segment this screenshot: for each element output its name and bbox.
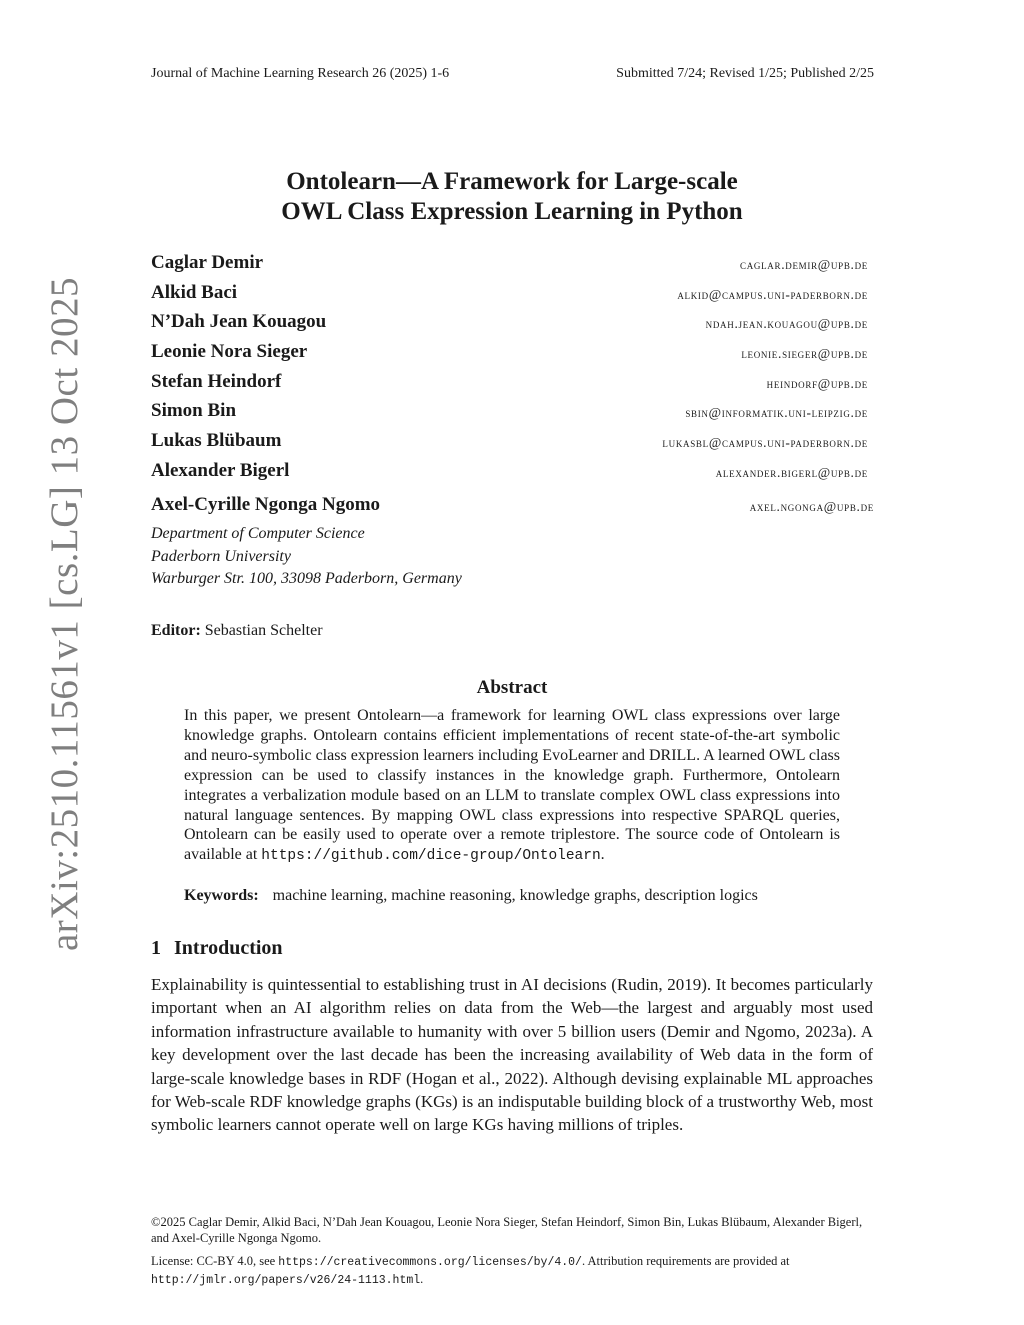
editor-line [151, 622, 323, 640]
license-link[interactable]: https://creativecommons.org/licenses/by/4.0/ [278, 1256, 582, 1269]
keywords-label: Keywords: [184, 887, 259, 904]
author-email: alkid@campus.uni-paderborn.de [677, 286, 868, 302]
section-heading [151, 937, 283, 960]
author-row [151, 400, 874, 430]
author-email: heindorf@upb.de [766, 375, 868, 391]
affiliation-block [151, 523, 874, 591]
editor-label: Editor: [151, 622, 201, 639]
author-row [151, 252, 874, 282]
affiliation-address: Warburger Str. 100, 33098 Paderborn, Germany [151, 570, 462, 588]
author-name: Alexander Bigerl [151, 459, 290, 481]
license-middle: . Attribution requirements are provided at [581, 1254, 790, 1268]
author-name: N’Dah Jean Kouagou [151, 311, 327, 333]
section-number: 1 [151, 937, 161, 959]
keywords-line [184, 887, 758, 905]
abstract-text [184, 706, 840, 867]
author-name: Stefan Heindorf [151, 370, 282, 392]
author-email: lukasbl@campus.uni-paderborn.de [662, 435, 868, 451]
editor-name: Sebastian Schelter [204, 622, 323, 639]
paper-link[interactable]: http://jmlr.org/papers/v26/24-1113.html [151, 1274, 421, 1287]
author-list [151, 252, 874, 591]
paper-link-suffix: . [420, 1272, 424, 1286]
author-row [151, 371, 874, 401]
author-name: Alkid Baci [151, 281, 238, 303]
running-head-left: Journal of Machine Learning Research 26 (2025) 1-6 [151, 66, 450, 81]
author-name: Simon Bin [151, 400, 237, 422]
author-row [151, 430, 874, 460]
author-name: Lukas Blübaum [151, 430, 282, 452]
introduction-paragraph: Explainability is quintessential to establishing trust in AI decisions (Rudin, 2019). It becomes particularly important when an AI algorithm relies on data from the Web—the largest and arguably most used information infrastructure available to humanity with over 5 billion users (Demir and Ngomo, 2023a). A key development over the last decade has been the increasing availability of Web data in the form of large-scale knowledge bases in RDF (Hogan et al., 2022). Although devising explainable ML approaches for Web-scale RDF knowledge graphs (KGs) is an indisputable building block of a trustworthy Web, most symbolic learners cannot operate well on large KGs having millions of triples. [151, 975, 873, 1135]
affiliation-university: Paderborn University [151, 547, 291, 565]
author-row-last [151, 494, 874, 524]
abstract-body-text: In this paper, we present Ontolearn—a framework for learning OWL class expressions over large knowledge graphs. Ontolearn contains efficient implementations of recent state-of-the-art symbolic and neuro-symbolic class expression learners including EvoLearner and DRILL. A learned OWL class expression can be used to classify instances in the knowledge graph. Furthermore, Ontolearn integrates a verbalization module based on an LLM to translate complex OWL class expressions into natural language sentences. By mapping OWL class expressions into respective SPARQL queries, Ontolearn can be easily used to operate over a remote triplestore. The source code of Ontolearn is available at [184, 707, 840, 864]
copyright-notice: ©2025 Caglar Demir, Alkid Baci, N’Dah Jean Kouagou, Leonie Nora Sieger, Stefan Heindorf, Simon Bin, Lukas Blübaum, Alexander Bigerl, and Axel-Cyrille Ngonga Ngomo. [151, 1215, 863, 1245]
author-email: ndah.jean.kouagou@upb.de [705, 316, 868, 332]
author-row [151, 282, 874, 312]
author-email: axel.ngonga@upb.de [749, 498, 874, 514]
arxiv-identifier: arXiv:2510.11561v1 [cs.LG] 13 Oct 2025 [43, 277, 86, 951]
abstract-heading: Abstract [476, 677, 548, 698]
author-email: alexander.bigerl@upb.de [715, 464, 868, 480]
paper-title-line-1: Ontolearn—A Framework for Large-scale [286, 168, 738, 195]
author-email: leonie.sieger@upb.de [741, 346, 868, 362]
paper-title-line-2: OWL Class Expression Learning in Python [281, 198, 743, 225]
author-name: Axel-Cyrille Ngonga Ngomo [151, 493, 381, 515]
abstract-url-suffix: . [600, 846, 605, 864]
license-prefix: License: CC-BY 4.0, see [151, 1254, 276, 1268]
author-row [151, 460, 874, 490]
source-code-link[interactable]: https://github.com/dice-group/Ontolearn [261, 848, 601, 865]
keywords-text: machine learning, machine reasoning, knowledge graphs, description logics [272, 887, 758, 904]
running-head-right: Submitted 7/24; Revised 1/25; Published 2/25 [616, 66, 874, 81]
author-email: sbin@informatik.uni-leipzig.de [685, 405, 868, 421]
author-row [151, 341, 874, 371]
author-row [151, 311, 874, 341]
license-notice [151, 1253, 874, 1289]
author-name: Caglar Demir [151, 252, 264, 273]
author-name: Leonie Nora Sieger [151, 341, 308, 363]
section-title: Introduction [174, 937, 283, 959]
author-email: caglar.demir@upb.de [740, 257, 868, 272]
affiliation-department: Department of Computer Science [151, 525, 365, 543]
